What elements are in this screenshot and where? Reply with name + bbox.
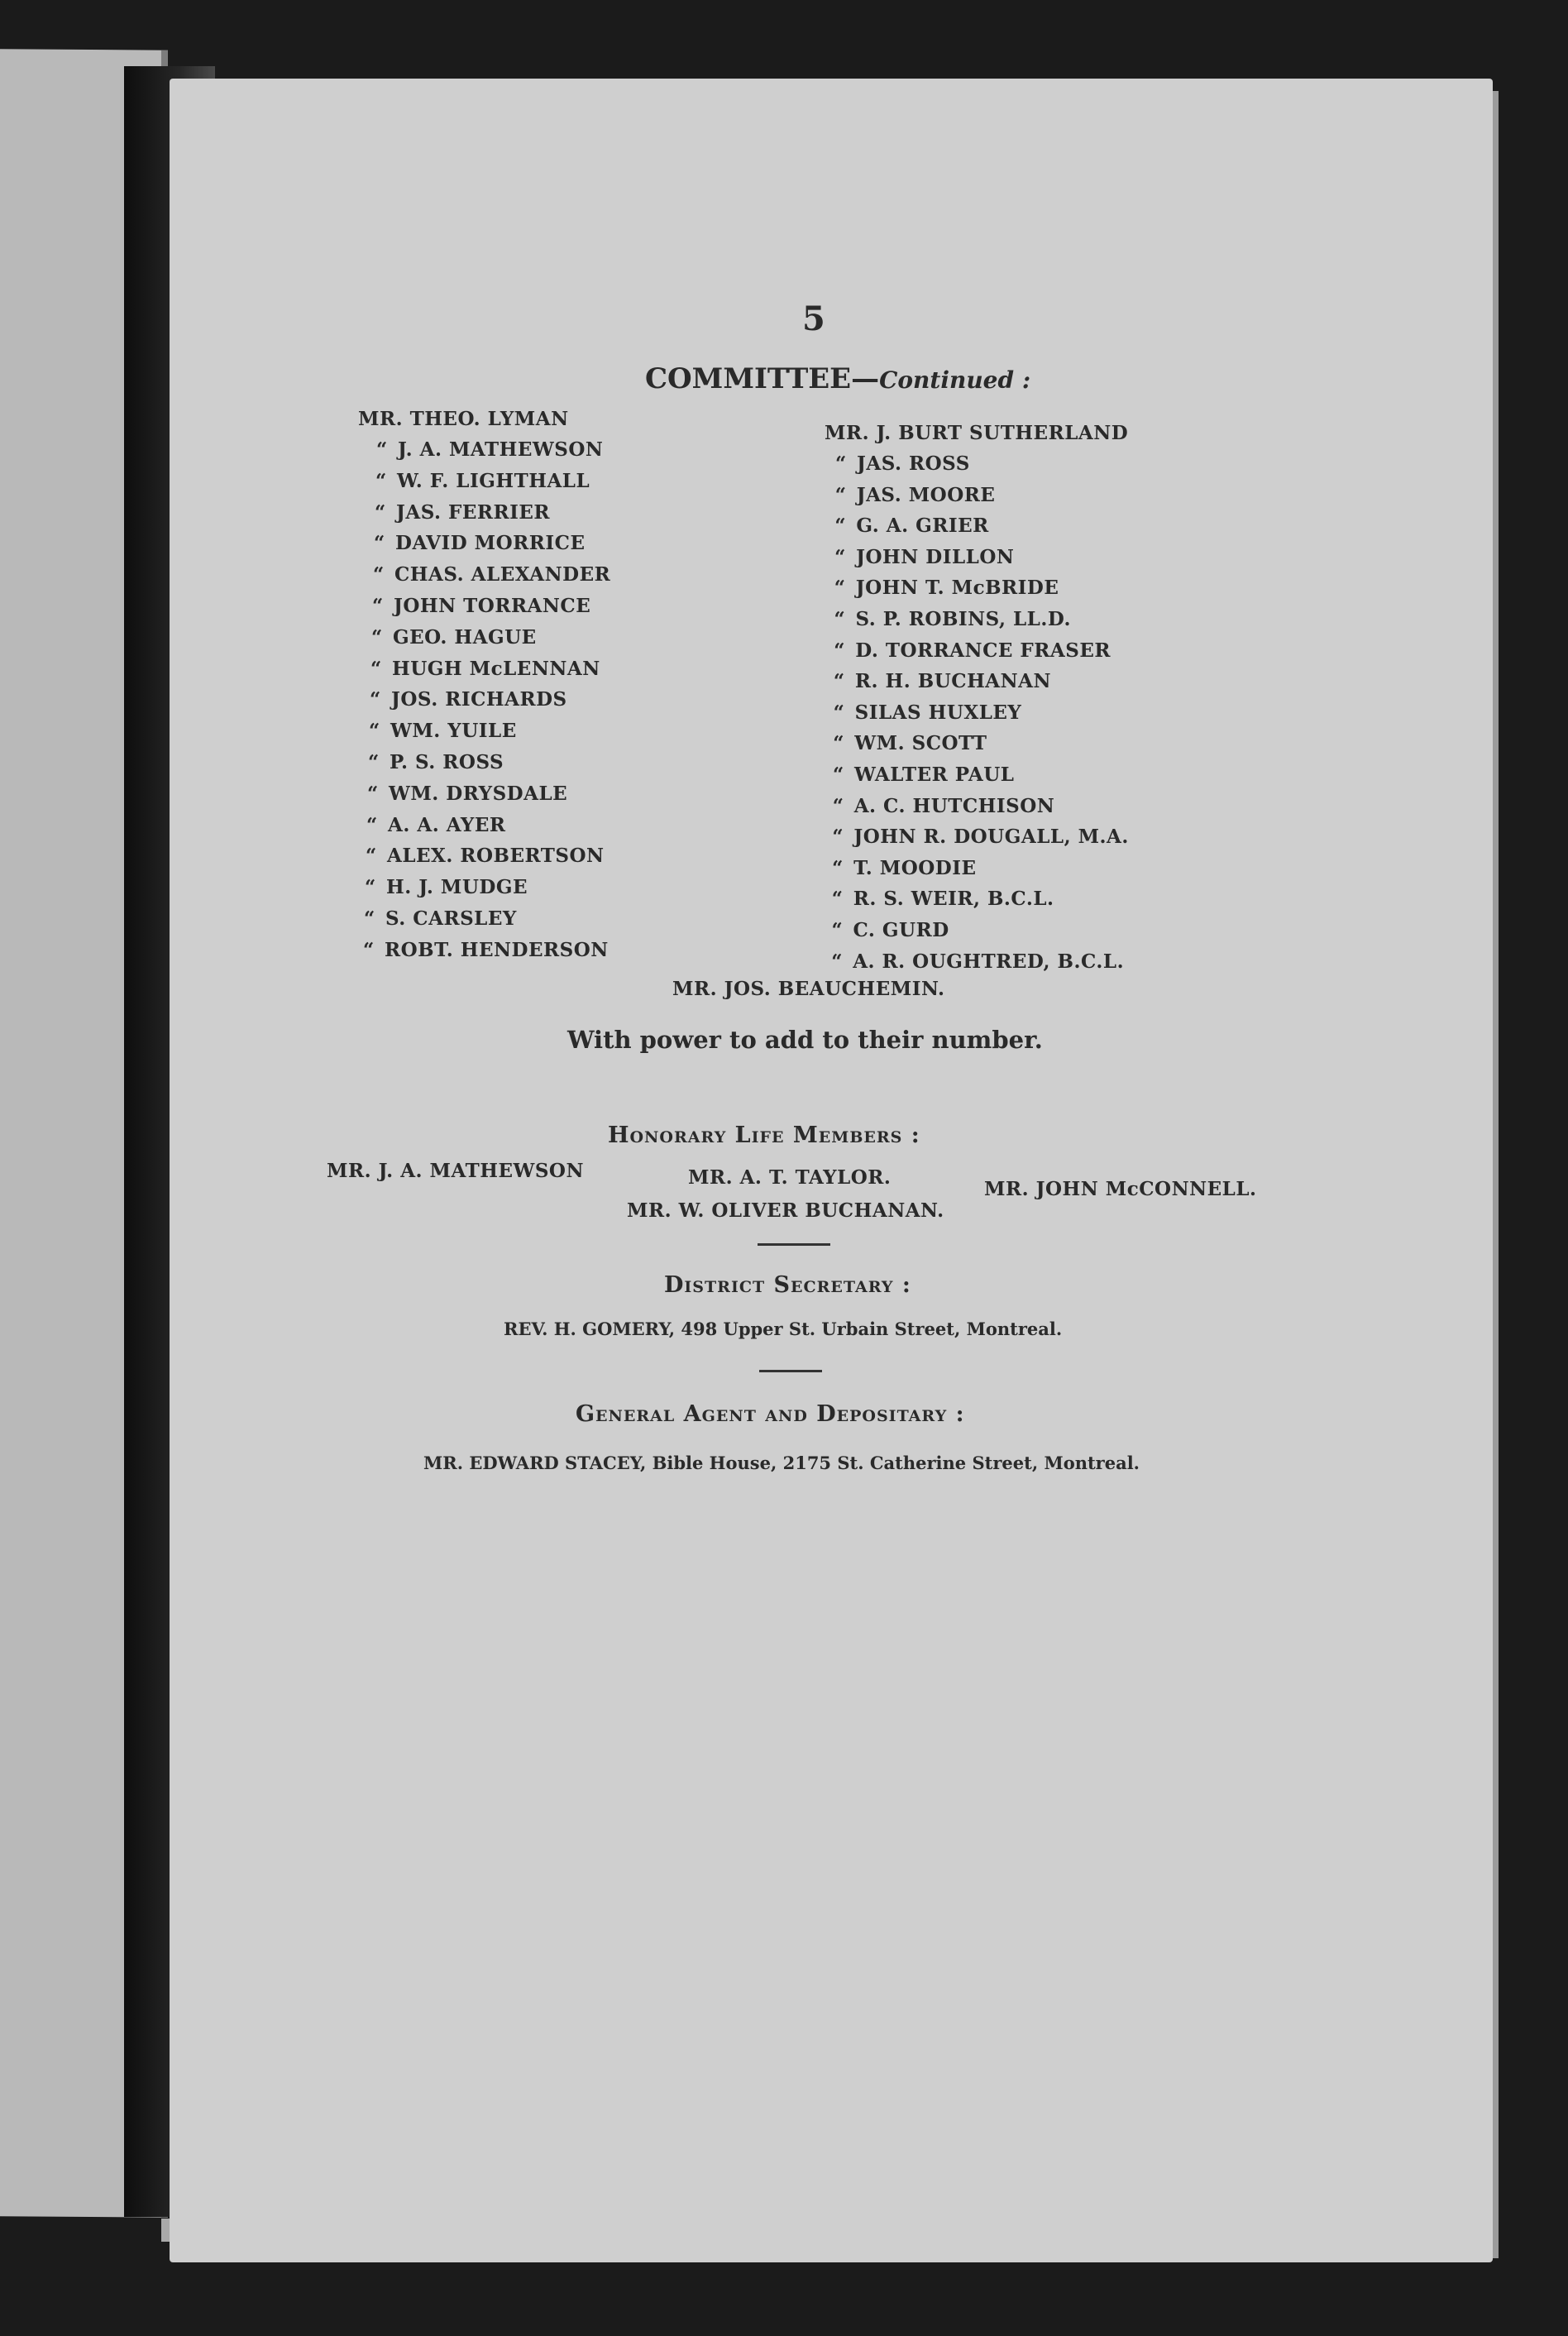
committee-member xyxy=(375,501,550,524)
committee-member xyxy=(366,814,505,836)
committee-member xyxy=(372,595,590,617)
committee-member xyxy=(369,720,517,742)
committee-member xyxy=(832,826,1129,848)
committee-member-name: S. P. ROBINS, LL.D. xyxy=(855,608,1071,630)
ditto-mark: “ xyxy=(835,452,847,475)
committee-member xyxy=(834,608,1071,630)
ditto-mark: “ xyxy=(831,919,844,941)
committee-member xyxy=(834,670,1051,692)
ditto-mark: “ xyxy=(371,625,383,649)
committee-member-name: H. J. MUDGE xyxy=(386,876,528,899)
committee-member xyxy=(834,546,1014,568)
ditto-mark: “ xyxy=(375,500,386,524)
committee-member xyxy=(832,888,1054,910)
committee-member-name: G. A. GRIER xyxy=(856,515,989,538)
committee-member-name: WM. SCOTT xyxy=(854,732,987,755)
committee-member xyxy=(363,939,609,961)
committee-left-first: MR. THEO. LYMAN xyxy=(358,408,569,430)
section-divider xyxy=(759,1370,822,1372)
committee-member xyxy=(368,751,504,773)
ditto-mark: “ xyxy=(367,782,379,805)
committee-member xyxy=(375,470,590,492)
committee-member xyxy=(834,639,1111,662)
committee-member xyxy=(834,701,1022,724)
committee-member xyxy=(835,484,996,506)
committee-member xyxy=(834,515,988,537)
committee-member xyxy=(831,950,1124,973)
committee-member-name: WM. DRYSDALE xyxy=(389,782,568,805)
committee-member-name: SILAS HUXLEY xyxy=(854,701,1022,724)
committee-member xyxy=(370,658,600,680)
ditto-mark: “ xyxy=(374,532,385,555)
committee-member-name: D. TORRANCE FRASER xyxy=(855,639,1111,662)
committee-member xyxy=(834,577,1059,599)
ditto-mark: “ xyxy=(370,657,382,680)
committee-member xyxy=(374,532,586,554)
general-agent-heading: General Agent and Depositary : xyxy=(576,1401,965,1427)
committee-heading xyxy=(645,362,1030,395)
ditto-mark: “ xyxy=(832,794,844,817)
committee-member-name: JOHN R. DOUGALL, M.A. xyxy=(853,826,1129,849)
committee-member-name: ALEX. ROBERTSON xyxy=(387,845,605,868)
committee-member-name: CHAS. ALEXANDER xyxy=(394,563,611,586)
committee-member-name: R. S. WEIR, B.C.L. xyxy=(853,888,1054,911)
ditto-mark: “ xyxy=(376,438,388,461)
committee-member-name: JOHN DILLON xyxy=(856,545,1015,568)
honorary-member: MR. JOHN McCONNELL. xyxy=(984,1178,1257,1200)
district-secretary-line: REV. H. GOMERY, 498 Upper St. Urbain Street, Montreal. xyxy=(504,1319,1063,1339)
ditto-mark: “ xyxy=(369,720,380,743)
committee-member xyxy=(365,876,528,898)
committee-member-name: W. F. LIGHTHALL xyxy=(397,469,590,492)
committee-member xyxy=(833,764,1014,786)
ditto-mark: “ xyxy=(366,813,378,836)
ditto-mark: “ xyxy=(834,545,846,568)
committee-member xyxy=(832,857,976,879)
ditto-mark: “ xyxy=(833,764,844,786)
ditto-mark: “ xyxy=(834,639,845,662)
ditto-mark: “ xyxy=(365,876,376,899)
committee-member-name: P. S. ROSS xyxy=(390,751,504,773)
ditto-mark: “ xyxy=(834,577,846,600)
committee-member-name: R. H. BUCHANAN xyxy=(854,670,1052,693)
committee-member-name: JOS. RICHARDS xyxy=(391,688,567,711)
honorary-member: MR. J. A. MATHEWSON xyxy=(327,1160,584,1182)
ditto-mark: “ xyxy=(833,701,845,724)
ditto-mark: “ xyxy=(832,856,844,879)
ditto-mark: “ xyxy=(834,483,847,506)
committee-member-name: HUGH McLENNAN xyxy=(392,657,600,680)
committee-member-name: A. R. OUGHTRED, B.C.L. xyxy=(853,950,1125,973)
ditto-mark: “ xyxy=(366,845,377,868)
committee-member-name: GEO. HAGUE xyxy=(393,625,537,649)
section-divider xyxy=(758,1243,830,1246)
committee-member-name: JAS. MOORE xyxy=(856,483,996,506)
committee-title-suffix: Continued : xyxy=(879,366,1031,394)
ditto-mark: “ xyxy=(832,826,844,849)
committee-member-name: DAVID MORRICE xyxy=(395,532,586,555)
ditto-mark: “ xyxy=(834,515,847,538)
ditto-mark: “ xyxy=(375,469,387,492)
ditto-mark: “ xyxy=(831,950,843,973)
ditto-mark: “ xyxy=(834,608,846,630)
committee-member xyxy=(833,732,987,754)
honorary-heading: Honorary Life Members : xyxy=(608,1123,920,1148)
committee-member-name: C. GURD xyxy=(853,919,949,941)
committee-member-name: JAS. ROSS xyxy=(857,452,970,475)
committee-member-name: S. CARSLEY xyxy=(385,907,517,930)
ditto-mark: “ xyxy=(364,907,375,930)
committee-member-name: WALTER PAUL xyxy=(854,764,1015,786)
committee-right-first: MR. J. BURT SUTHERLAND xyxy=(825,422,1129,444)
committee-member-name: JAS. FERRIER xyxy=(396,500,551,524)
committee-member xyxy=(364,907,517,930)
committee-member-name: A. C. HUTCHISON xyxy=(853,794,1055,817)
committee-member xyxy=(370,688,567,711)
ditto-mark: “ xyxy=(368,751,380,773)
ditto-mark: “ xyxy=(373,563,385,586)
ditto-mark: “ xyxy=(833,732,845,755)
committee-member xyxy=(373,563,610,586)
general-agent-line: MR. EDWARD STACEY, Bible House, 2175 St. Catherine Street, Montreal. xyxy=(423,1453,1140,1473)
committee-member xyxy=(371,626,537,649)
ditto-mark: “ xyxy=(831,888,844,911)
committee-title: COMMITTEE— xyxy=(645,362,880,395)
honorary-member: MR. W. OLIVER BUCHANAN. xyxy=(627,1199,944,1222)
honorary-member: MR. A. T. TAYLOR. xyxy=(688,1166,892,1189)
committee-member-name: JOHN T. McBRIDE xyxy=(855,577,1059,600)
committee-member-name: J. A. MATHEWSON xyxy=(398,438,604,461)
page-number: 5 xyxy=(802,299,825,338)
committee-member-name: T. MOODIE xyxy=(853,856,977,879)
power-statement: With power to add to their number. xyxy=(567,1026,1043,1054)
committee-last-member: MR. JOS. BEAUCHEMIN. xyxy=(672,978,945,1000)
committee-member xyxy=(376,438,603,461)
committee-member xyxy=(832,919,949,941)
ditto-mark: “ xyxy=(370,688,381,711)
committee-member-name: WM. YUILE xyxy=(390,720,517,743)
ditto-mark: “ xyxy=(363,938,375,961)
committee-member xyxy=(366,845,605,867)
committee-member xyxy=(833,795,1055,817)
committee-member-name: A. A. AYER xyxy=(388,813,506,836)
ditto-mark: “ xyxy=(833,670,845,693)
committee-member-name: JOHN TORRANCE xyxy=(394,595,591,617)
committee-member-name: ROBT. HENDERSON xyxy=(385,938,609,961)
district-secretary-heading: District Secretary : xyxy=(664,1272,911,1298)
committee-member xyxy=(367,783,567,805)
committee-member xyxy=(835,452,970,475)
ditto-mark: “ xyxy=(372,595,384,617)
